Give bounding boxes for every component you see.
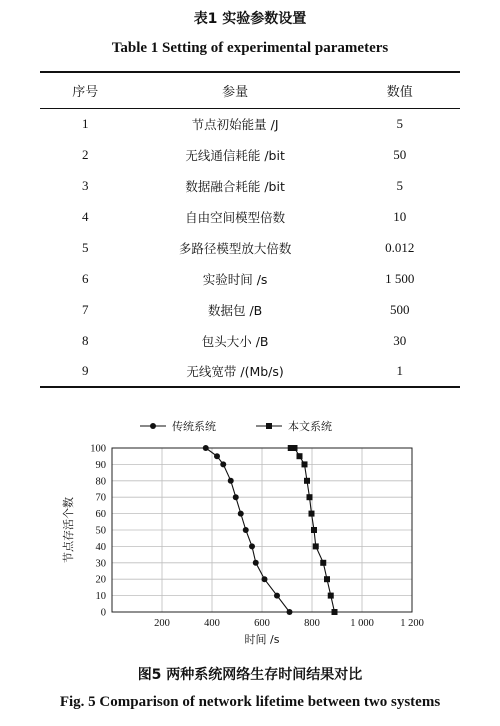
- cell-parameter: 无线通信耗能 /bit: [185, 147, 285, 163]
- cell-index: 6: [82, 270, 89, 286]
- cell-value: 500: [390, 301, 410, 317]
- x-axis-label: 时间 /s: [244, 633, 280, 646]
- cell-parameter: 多路径模型放大倍数: [178, 240, 292, 256]
- cell-parameter: 实验时间 /s: [202, 271, 268, 287]
- series-2-point: [307, 494, 313, 500]
- y-tick-label: 80: [95, 476, 106, 488]
- cell-index: 7: [82, 301, 89, 317]
- series-2-point: [313, 543, 319, 549]
- x-tick-label: 800: [304, 618, 320, 629]
- table-row: [40, 139, 460, 170]
- y-tick-label: 20: [95, 574, 106, 586]
- cell-index: 3: [82, 177, 89, 193]
- x-tick-label: 400: [204, 618, 220, 629]
- y-axis-label: 节点存活个数: [62, 497, 75, 563]
- header-value: 数值: [340, 72, 460, 108]
- series-2-point: [297, 453, 303, 459]
- cell-index: 5: [82, 239, 89, 255]
- table-row: [40, 232, 460, 263]
- figure-caption-en: Fig. 5 Comparison of network lifetime between two systems: [59, 694, 441, 710]
- cell-parameter: 节点初始能量 /J: [191, 116, 279, 132]
- x-tick-label: 1 200: [400, 618, 424, 629]
- series-1-point: [253, 560, 259, 566]
- y-tick-label: 60: [95, 509, 106, 521]
- series-1-point: [203, 445, 209, 451]
- series-1-point: [238, 511, 244, 517]
- x-tick-label: 1 000: [350, 618, 374, 629]
- legend-marker-1: [150, 423, 156, 429]
- cell-index: 8: [82, 332, 89, 348]
- series-1-point: [220, 461, 226, 467]
- figure-caption-cn: 图5 两种系统网络生存时间结果对比: [137, 667, 363, 683]
- y-tick-label: 0: [100, 607, 106, 619]
- cell-index: 9: [40, 356, 131, 387]
- x-tick-label: 600: [254, 618, 270, 629]
- cell-value: 1: [340, 356, 460, 387]
- table-row: [40, 263, 460, 294]
- series-2-point: [311, 527, 317, 533]
- table-caption-cn: 表1 实验参数设置: [193, 11, 307, 27]
- table-row: [40, 108, 460, 139]
- series-1-point: [228, 478, 234, 484]
- header-index: 序号: [40, 72, 131, 108]
- network-lifetime-chart: [0, 412, 500, 662]
- cell-parameter: 无线宽带 /(Mb/s): [131, 356, 340, 387]
- cell-parameter: 自由空间模型倍数: [185, 209, 286, 225]
- series-2-point: [309, 511, 315, 517]
- cell-index: 4: [82, 208, 89, 224]
- series-1-point: [243, 527, 249, 533]
- table-caption-en: Table 1 Setting of experimental parameters: [111, 40, 389, 56]
- series-2-point: [324, 576, 330, 582]
- table-header-row: [40, 72, 460, 108]
- cell-value: 10: [393, 208, 407, 224]
- series-1-point: [233, 494, 239, 500]
- table-row: [40, 356, 460, 387]
- y-tick-label: 70: [95, 492, 106, 504]
- table-body: [40, 108, 460, 387]
- cell-index: 2: [82, 146, 89, 162]
- series-1-point: [274, 593, 280, 599]
- cell-value: 30: [393, 332, 407, 348]
- cell-value: 50: [393, 146, 407, 162]
- cell-parameter: 包头大小 /B: [201, 333, 269, 349]
- table-row: [40, 201, 460, 232]
- legend-marker-2: [266, 423, 272, 429]
- series-2-point: [302, 461, 308, 467]
- cell-value: 5: [396, 177, 404, 193]
- table-row: [40, 325, 460, 356]
- legend-label-1: 传统系统: [172, 420, 216, 433]
- header-parameter: 参量: [131, 72, 340, 108]
- cell-value: 0.012: [385, 239, 415, 255]
- y-tick-label: 30: [95, 558, 106, 570]
- cell-value: 1 500: [385, 270, 415, 286]
- cell-index: 1: [82, 115, 89, 131]
- table-row: [40, 294, 460, 325]
- legend-label-2: 本文系统: [288, 420, 332, 433]
- series-2-point: [320, 560, 326, 566]
- cell-parameter: 数据包 /B: [207, 302, 263, 318]
- parameter-table: [40, 71, 460, 388]
- series-1-point: [262, 576, 268, 582]
- cell-parameter: 数据融合耗能 /bit: [185, 178, 285, 194]
- series-2-point: [288, 445, 294, 451]
- y-tick-label: 50: [95, 525, 106, 537]
- y-tick-label: 40: [95, 541, 106, 553]
- series-1-point: [287, 609, 293, 615]
- y-tick-label: 90: [95, 459, 106, 471]
- table-row: [40, 170, 460, 201]
- series-2-point: [304, 478, 310, 484]
- y-tick-label: 100: [90, 443, 106, 455]
- series-2-point: [332, 609, 338, 615]
- series-1-point: [249, 543, 255, 549]
- series-1-point: [214, 453, 220, 459]
- x-tick-label: 200: [154, 618, 170, 629]
- y-tick-label: 10: [95, 591, 106, 603]
- cell-value: 5: [396, 115, 404, 131]
- series-2-point: [328, 593, 334, 599]
